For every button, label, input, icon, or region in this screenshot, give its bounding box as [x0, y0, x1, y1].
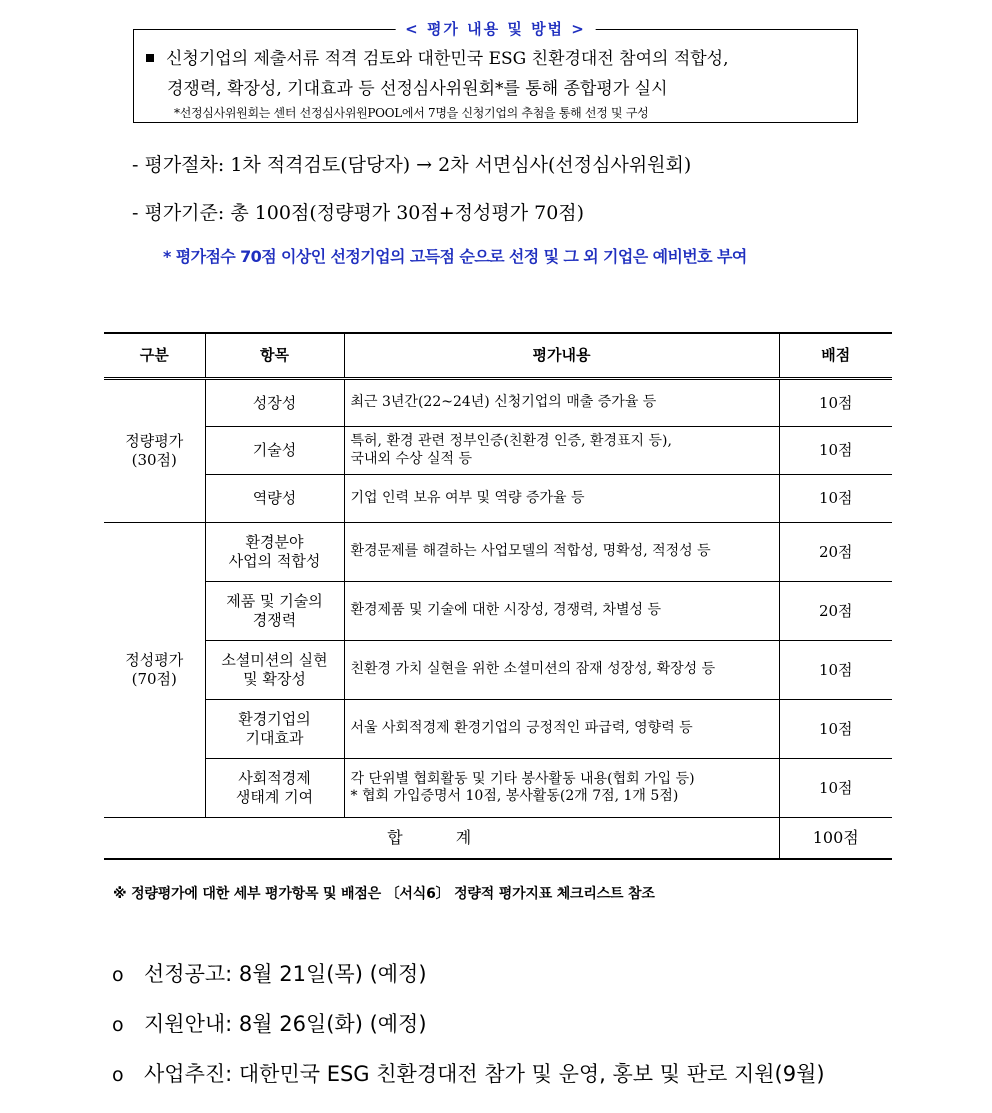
evaluation-line-1-text: 신청기업의 제출서류 적격 검토와 대한민국 ESG 친환경대전 참여의 적합성, [166, 49, 729, 69]
category-qualitative: 정성평가 (70점) [104, 523, 205, 818]
schedule-item [112, 958, 427, 988]
row-score: 20점 [779, 582, 892, 641]
square-bullet-icon [146, 54, 154, 62]
schedule-item [112, 1008, 427, 1038]
schedule-text: 사업추진: 대한민국 ESG 친환경대전 참가 및 운영, 홍보 및 판로 지원(9월) [144, 1062, 825, 1086]
row-item: 제품 및 기술의 경쟁력 [205, 582, 344, 641]
row-item: 성장성 [205, 379, 344, 427]
reference-note: ※ 정량평가에 대한 세부 평가항목 및 배점은 〔서식6〕 정량적 평가지표 체크리스트 참조 [113, 886, 655, 902]
evaluation-criteria: - 평가기준: 총 100점(정량평가 30점+정성평가 70점) [132, 202, 585, 224]
row-score: 10점 [779, 475, 892, 523]
row-content: 친환경 가치 실현을 위한 소셜미션의 잠재 성장성, 확장성 등 [344, 641, 779, 700]
evaluation-title: < 평가 내용 및 방법 > [395, 18, 596, 39]
row-item: 환경분야 사업의 적합성 [205, 523, 344, 582]
category-quantitative: 정량평가 (30점) [104, 379, 205, 523]
evaluation-committee-note: *선정심사위원회는 센터 선정심사위원POOL에서 7명을 신청기업의 추첨을 통해 선정 및 구성 [174, 106, 649, 120]
row-item: 소셜미션의 실현 및 확장성 [205, 641, 344, 700]
header-score: 배점 [779, 333, 892, 379]
row-content: 서울 사회적경제 환경기업의 긍정적인 파급력, 영향력 등 [344, 700, 779, 759]
evaluation-box [133, 20, 858, 123]
row-score: 20점 [779, 523, 892, 582]
schedule-text: 지원안내: 8월 26일(화) (예정) [144, 1012, 427, 1036]
evaluation-line-1 [146, 44, 729, 69]
row-score: 10점 [779, 641, 892, 700]
total-label-text: 합 계 [387, 828, 496, 847]
circle-bullet: o [112, 964, 124, 986]
evaluation-line-2: 경쟁력, 확장성, 기대효과 등 선정심사위원회*를 통해 종합평가 실시 [167, 79, 668, 99]
row-content: 기업 인력 보유 여부 및 역량 증가율 등 [344, 475, 779, 523]
header-item: 항목 [205, 333, 344, 379]
total-label [104, 818, 779, 860]
schedule-item [112, 1058, 825, 1088]
row-content: 환경문제를 해결하는 사업모델의 적합성, 명확성, 적정성 등 [344, 523, 779, 582]
header-content: 평가내용 [344, 333, 779, 379]
row-item: 환경기업의 기대효과 [205, 700, 344, 759]
evaluation-procedure: - 평가절차: 1차 적격검토(담당자) → 2차 서면심사(선정심사위원회) [132, 154, 692, 176]
total-score: 100점 [779, 818, 892, 860]
schedule-text: 선정공고: 8월 21일(목) (예정) [144, 962, 427, 986]
row-content: 환경제품 및 기술에 대한 시장성, 경쟁력, 차별성 등 [344, 582, 779, 641]
selection-note: * 평가점수 70점 이상인 선정기업의 고득점 순으로 선정 및 그 외 기업은 예비번호 부여 [163, 247, 747, 266]
header-category: 구분 [104, 333, 205, 379]
row-score: 10점 [779, 759, 892, 818]
row-score: 10점 [779, 700, 892, 759]
scoring-table [104, 332, 892, 860]
row-item: 사회적경제 생태계 기여 [205, 759, 344, 818]
row-content: 각 단위별 협회활동 및 기타 봉사활동 내용(협회 가입 등) * 협회 가입증명서 10점, 봉사활동(2개 7점, 1개 5점) [344, 759, 779, 818]
row-content: 최근 3년간(22~24년) 신청기업의 매출 증가율 등 [344, 379, 779, 427]
row-score: 10점 [779, 379, 892, 427]
row-content: 특허, 환경 관련 정부인증(친환경 인증, 환경표지 등), 국내외 수상 실적 등 [344, 427, 779, 475]
row-score: 10점 [779, 427, 892, 475]
row-item: 역량성 [205, 475, 344, 523]
circle-bullet: o [112, 1064, 124, 1086]
circle-bullet: o [112, 1014, 124, 1036]
row-item: 기술성 [205, 427, 344, 475]
